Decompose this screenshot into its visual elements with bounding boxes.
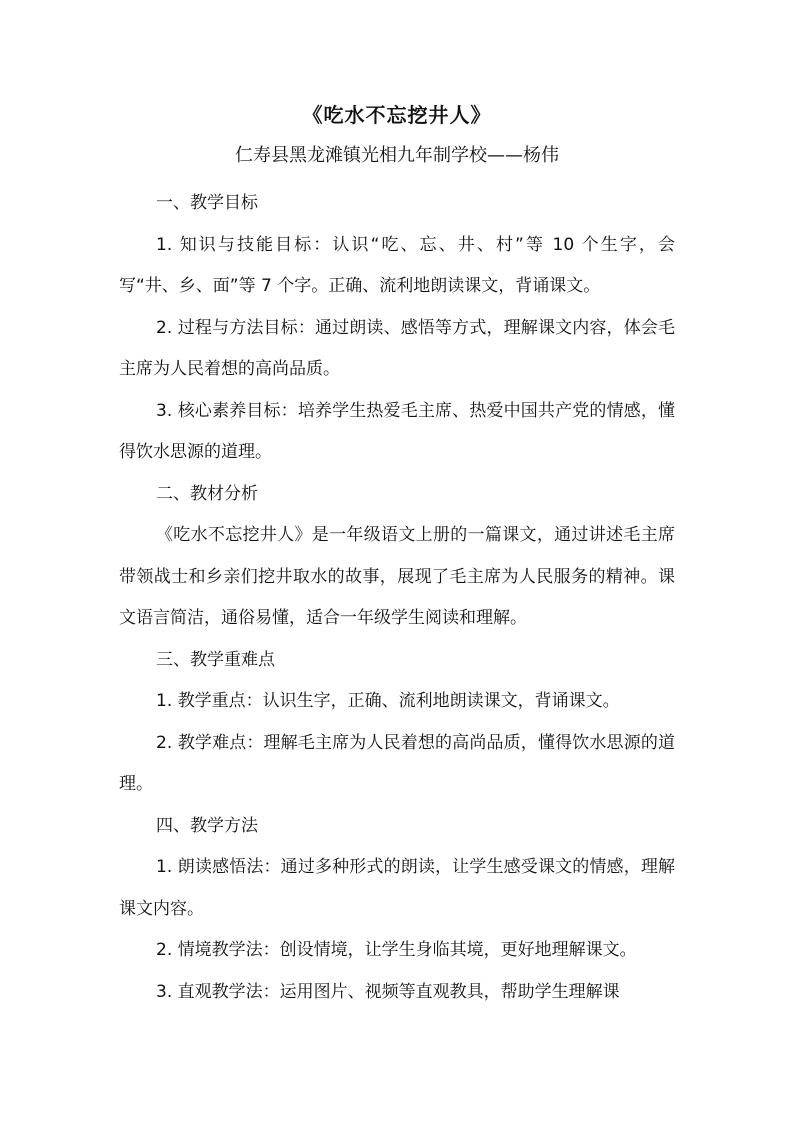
goal-literacy-paragraph: 3. 核心素养目标：培养学生热爱毛主席、热爱中国共产党的情感，懂得饮水思源的道理。 [119,400,675,462]
analysis-paragraph: 《吃水不忘挖井人》是一年级语文上册的一篇课文，通过讲述毛主席带领战士和乡亲们挖井取水的故事，展现了毛主席为人民服务的精神。课文语言简洁，通俗易懂，适合一年级学生阅读和理解。 [119,525,675,628]
section-heading-key-points: 三、教学重难点 [156,649,275,670]
section-heading-analysis: 二、教材分析 [156,483,258,504]
section-heading-goals: 一、教学目标 [156,193,258,213]
goal-process-paragraph: 2. 过程与方法目标：通过朗读、感悟等方式，理解课文内容，体会毛主席为人民着想的高尚品质。 [119,317,675,379]
method-reading-paragraph: 1. 朗读感悟法：通过多种形式的朗读，让学生感受课文的情感，理解课文内容。 [119,857,675,919]
document-body [119,183,675,1013]
method-situation-paragraph: 2. 情境教学法：创设情境，让学生身临其境，更好地理解课文。 [156,940,637,960]
goal-knowledge-paragraph: 1. 知识与技能目标：认识“吃、忘、井、村”等 10 个生字，会写“井、乡、面”等 7 个字。正确、流利地朗读课文，背诵课文。 [119,234,675,296]
section-heading-methods: 四、教学方法 [156,815,258,836]
key-point-paragraph: 1. 教学重点：认识生字，正确、流利地朗读课文，背诵课文。 [156,691,620,711]
document-title: 《吃水不忘挖井人》 [302,103,492,127]
document-author: 仁寿县黑龙滩镇光相九年制学校——杨伟 [235,145,559,166]
difficulty-paragraph: 2. 教学难点：理解毛主席为人民着想的高尚品质，懂得饮水思源的道理。 [119,732,675,794]
method-visual-paragraph: 3. 直观教学法：运用图片、视频等直观教具，帮助学生理解课 [156,981,620,1002]
